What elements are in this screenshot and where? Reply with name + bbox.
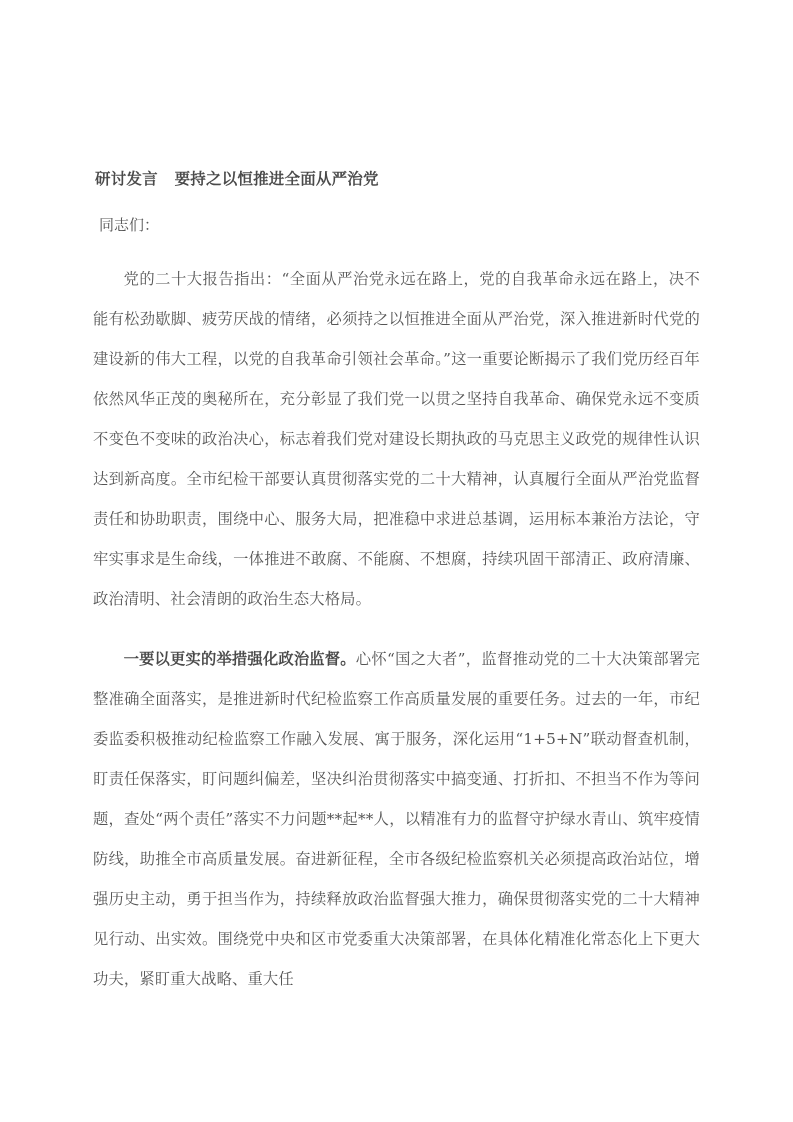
paragraph-section-one-text: 心怀“国之大者”，监督推动党的二十大决策部署完整准确全面落实，是推进新时代纪检监察工作高质量发展的重要任务。过去的一年，市纪委监委积极推动纪检监察工作融入发展、寓于服务，深化运用“1+5+N”联动督查机制，盯责任保落实，盯问题纠偏差，坚决纠治贯彻落实中搞变通、打折扣、不担当不作为等问题，查处“两个责任”落实不力问题**起**人，以精准有力的监督守护绿水青山、筑牢疫情防线，助推全市高质量发展。奋进新征程，全市各级纪检监察机关必须提高政治站位，增强历史主动，勇于担当作为，持续释放政治监督强大推力，确保贯彻落实党的二十大精神见行动、出实效。围绕党中央和区市党委重大决策部署，在具体化精准化常态化上下更大功夫，紧盯重大战略、重大任 xyxy=(93,650,700,989)
paragraph-intro xyxy=(93,259,700,619)
paragraph-section-one xyxy=(93,639,700,999)
salutation: 同志们： xyxy=(99,216,160,235)
paragraph-spacer xyxy=(93,623,700,639)
paragraph-section-one-lead: 一要以更实的举措强化政治监督。 xyxy=(123,650,356,669)
page-title: 研讨发言 要持之以恒推进全面从严治党 xyxy=(95,170,379,188)
paragraph-intro-text: 党的二十大报告指出：“全面从严治党永远在路上，党的自我革命永远在路上，决不能有松劲歇脚、疲劳厌战的情绪，必须持之以恒推进全面从严治党，深入推进新时代党的建设新的伟大工程，以党的自我革命引领社会革命。”这一重要论断揭示了我们党历经百年依然风华正茂的奥秘所在，充分彰显了我们党一以贯之坚持自我革命、确保党永远不变质不变色不变味的政治决心，标志着我们党对建设长期执政的马克思主义政党的规律性认识达到新高度。全市纪检干部要认真贯彻落实党的二十大精神，认真履行全面从严治党监督责任和协助职责，围绕中心、服务大局，把准稳中求进总基调，运用标本兼治方法论，守牢实事求是生命线，一体推进不敢腐、不能腐、不想腐，持续巩固干部清正、政府清廉、政治清明、社会清朗的政治生态大格局。 xyxy=(93,270,700,609)
